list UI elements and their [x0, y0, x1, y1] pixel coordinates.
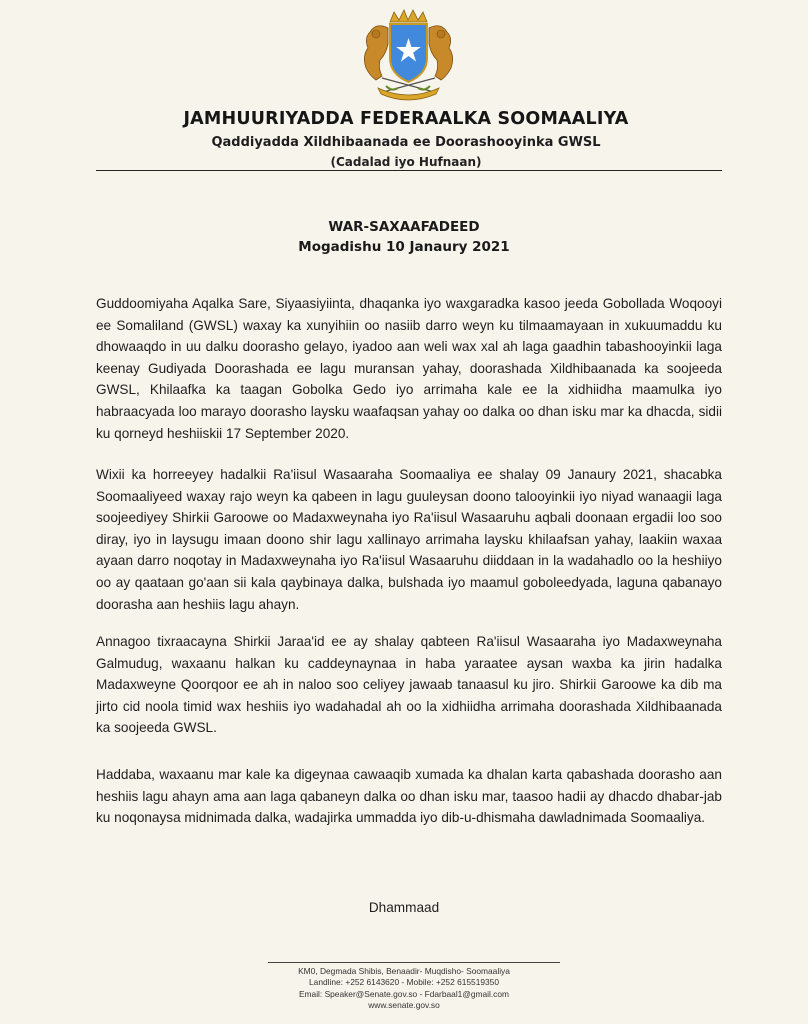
footer-website: www.senate.gov.so	[368, 999, 440, 1010]
paragraph-text: Guddoomiyaha Aqalka Sare, Siyaasiyiinta, dhaqanka iyo waxgaradka kasoo jeeda Gobollada Woqooyi ee Somaliland (GWSL) waxay ka xunyihiin oo nasiib darro weyn ku tilmaamayaan in xukuumaddu ku dhowaaqdo in uu dalku doorasho gelayo, iyadoo aan weli wax xal ah laga gaadhin tabashooyinkii laga keenay Gudiyada Doorashada ee lagu muransan yahay, doorashada Xildhibaanada ka soojeeda GWSL, Khilaafka ka taagan Gobolka Gedo iyo arrimaha kale ee la xidhiidha maamulka iyo habraacyada loo marayo doorasho laysku waafaqsan yahay oo dalka oo dhan isku mar ka dhacda, sidii ku qorneyd heshiiskii 17 September 2020.	[96, 296, 722, 441]
footer-email: Email: Speaker@Senate.gov.so - Fdarbaal1@gmail.com	[298, 988, 510, 999]
footer-divider	[268, 962, 560, 963]
header-divider	[96, 170, 722, 171]
release-title: WAR-SAXAAFADEED	[328, 219, 480, 235]
coat-of-arms-emblem-icon	[352, 8, 464, 104]
footer-contact	[0, 966, 808, 1011]
paragraph-text: Annagoo tixraacayna Shirkii Jaraa'id ee ay shalay qabteen Ra'iisul Wasaaraha iyo Madaxweynaha Galmudug, waxaanu halkan ku caddeynaynaa in haba yaraatee aysan waxba ka jirin hadalka Madaxweyne Qoorqoor ee ah in naloo soo celiyey jawaab tanaasul ku jiro. Shirkii Garoowe ka dib ma jirto cid noola timid wax heshiis iyo wadahadal ah oo la xidhiidha arrimaha doorashada Xildhibaanada ka soojeeda GWSL.	[96, 634, 722, 736]
body-paragraph-4	[96, 764, 722, 829]
body-paragraph-3	[96, 631, 722, 739]
release-heading	[0, 217, 808, 257]
government-title: JAMHUURIYADDA FEDERAALKA SOOMAALIYA	[183, 109, 629, 129]
committee-motto: (Cadalad iyo Hufnaan)	[330, 155, 482, 169]
body-paragraph-2	[96, 464, 722, 615]
release-date: Mogadishu 10 Janaury 2021	[298, 239, 510, 255]
closing-word: Dhammaad	[368, 900, 440, 915]
paragraph-text: Wixii ka horreeyey hadalkii Ra'iisul Wasaaraha Soomaaliya ee shalay 09 Janaury 2021, shacabka Soomaaliyeed waxay rajo weyn ka qabeen in lagu guuleysan doono talooyinkii iyo niyad wanaagii laga soojeediyey Shirkii Garoowe oo Madaxweynaha iyo Ra'iisul Wasaaruhu aqbali doonaan ergadii loo soo diray, iyo in laysugu imaan doono shir lagu xallinayo arrimaha laysku khilaafsan yahay, laakiin waxaa ayaan darro noqotay in Madaxweynaha iyo Ra'iisul Wasaaruhu diiddaan in la wadahadlo oo la heshiiyo oo ay qaataan go'aan sii kala qaybinaya dalka, bulshada iyo maamul goboleedyada, laguna qabanayo doorasha aan heshiis lagu ahayn.	[96, 467, 722, 612]
footer-address: KM0, Degmada Shibis, Benaadir- Muqdisho- Soomaaliya	[298, 966, 510, 976]
letterhead	[90, 108, 722, 170]
footer-phones: Landline: +252 6143620 - Mobile: +252 615519350	[309, 977, 499, 988]
paragraph-text: Haddaba, waxaanu mar kale ka digeynaa cawaaqib xumada ka dhalan karta qabashada doorasho aan heshiis lagu ahayn ama aan laga qabaneyn dalka oo dhan isku mar, taasoo hadii ay dhacdo dhabar-jab ku noqonaysa midnimada dalka, wadajirka ummadda iyo dib-u-dhismaha dawladnimada Soomaaliya.	[96, 767, 722, 826]
committee-name: Qaddiyadda Xildhibaanada ee Doorashooyinka GWSL	[211, 135, 601, 150]
body-paragraph-1	[96, 293, 722, 444]
